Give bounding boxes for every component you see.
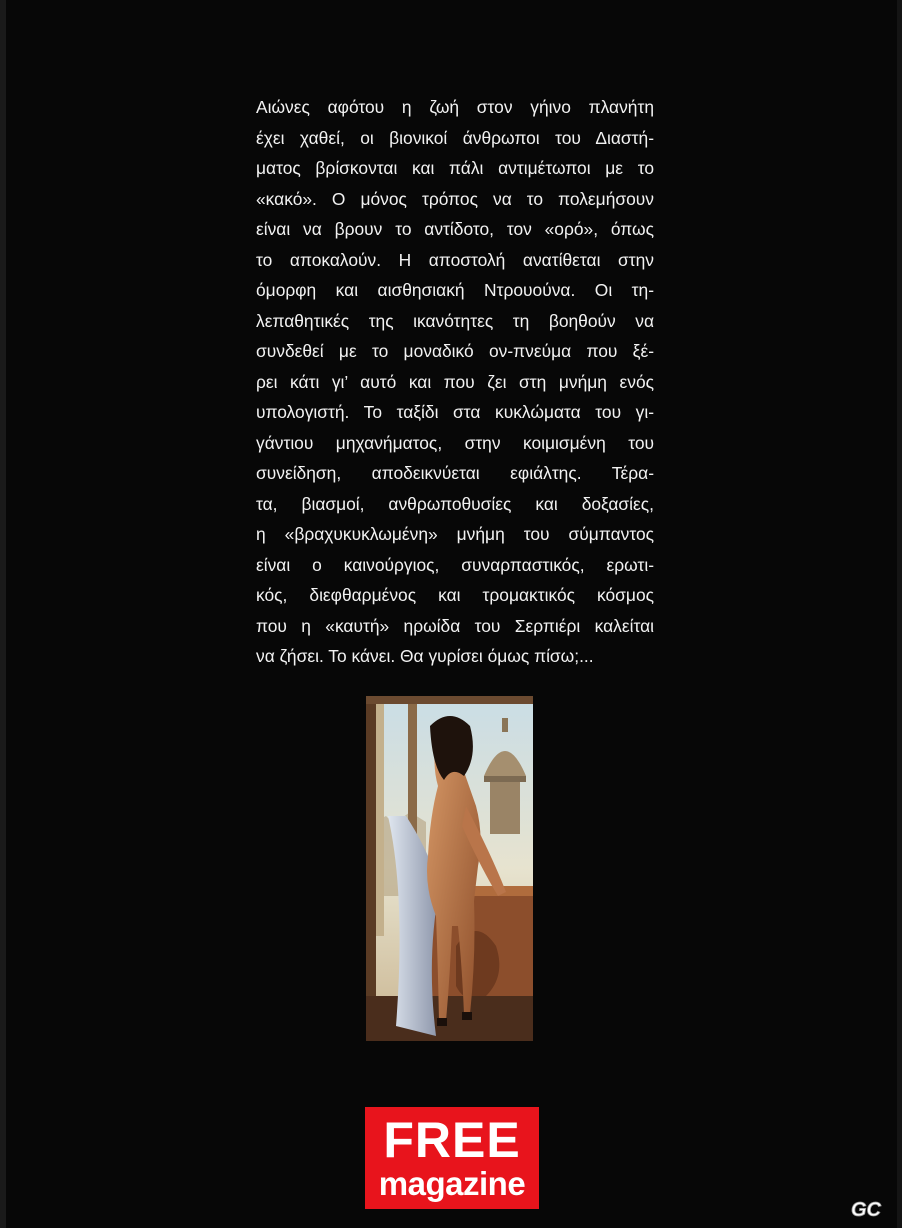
synopsis-line: Αιώνες αφότου η ζωή στον γήινο πλανήτη	[256, 97, 654, 117]
synopsis-line: να ζήσει. Το κάνει. Θα γυρίσει όμως πίσω;...	[256, 646, 594, 666]
synopsis-line: ρει κάτι γι’ αυτό και που ζει στη μνήμη ενός	[256, 371, 654, 392]
synopsis-line: συνδεθεί με το μοναδικό ον-πνεύμα που ξέ-	[256, 341, 654, 361]
synopsis-line: το αποκαλούν. Η αποστολή ανατίθεται στην	[256, 249, 654, 270]
synopsis-text	[256, 92, 654, 672]
synopsis-line: συνείδηση, αποδεικνύεται εφιάλτης. Τέρα-	[256, 463, 654, 483]
synopsis-line: που η «καυτή» ηρωίδα του Σερπιέρι καλείται	[256, 615, 654, 636]
synopsis-line: κός, διεφθαρμένος και τρομακτικός κόσμος	[256, 585, 654, 605]
logo-line-magazine: magazine	[378, 1165, 526, 1202]
synopsis-line: υπολογιστή. Το ταξίδι στα κυκλώματα του γι-	[256, 402, 654, 422]
free-magazine-logo	[365, 1107, 539, 1209]
gc-watermark	[850, 1196, 892, 1222]
synopsis-line: όμορφη και αισθησιακή Ντρουούνα. Οι τη-	[256, 280, 654, 300]
synopsis-line: η «βραχυκυκλωμένη» μνήμη του σύμπαντος	[256, 524, 654, 544]
cover-illustration	[366, 696, 533, 1041]
logo-line-free: FREE	[383, 1112, 521, 1168]
synopsis-line: λεπαθητικές της ικανότητες τη βοηθούν να	[256, 310, 654, 331]
page-edge-right	[897, 0, 902, 1228]
page-edge-left	[0, 0, 6, 1228]
synopsis-line: έχει χαθεί, οι βιονικοί άνθρωποι του Διαστή-	[256, 127, 654, 148]
synopsis-line: «κακό». Ο μόνος τρόπος να το πολεμήσουν	[256, 188, 654, 209]
synopsis-line: ματος βρίσκονται και πάλι αντιμέτωποι με το	[256, 158, 654, 178]
synopsis-line: είναι ο καινούργιος, συναρπαστικός, ερωτι-	[256, 554, 654, 575]
synopsis-line: είναι να βρουν το αντίδοτο, τον «ορό», όπως	[256, 219, 654, 239]
gc-watermark-text: GC	[851, 1199, 881, 1221]
synopsis-line: τα, βιασμοί, ανθρωποθυσίες και δοξασίες,	[256, 493, 654, 514]
synopsis-line: γάντιου μηχανήματος, στην κοιμισμένη του	[256, 432, 654, 453]
